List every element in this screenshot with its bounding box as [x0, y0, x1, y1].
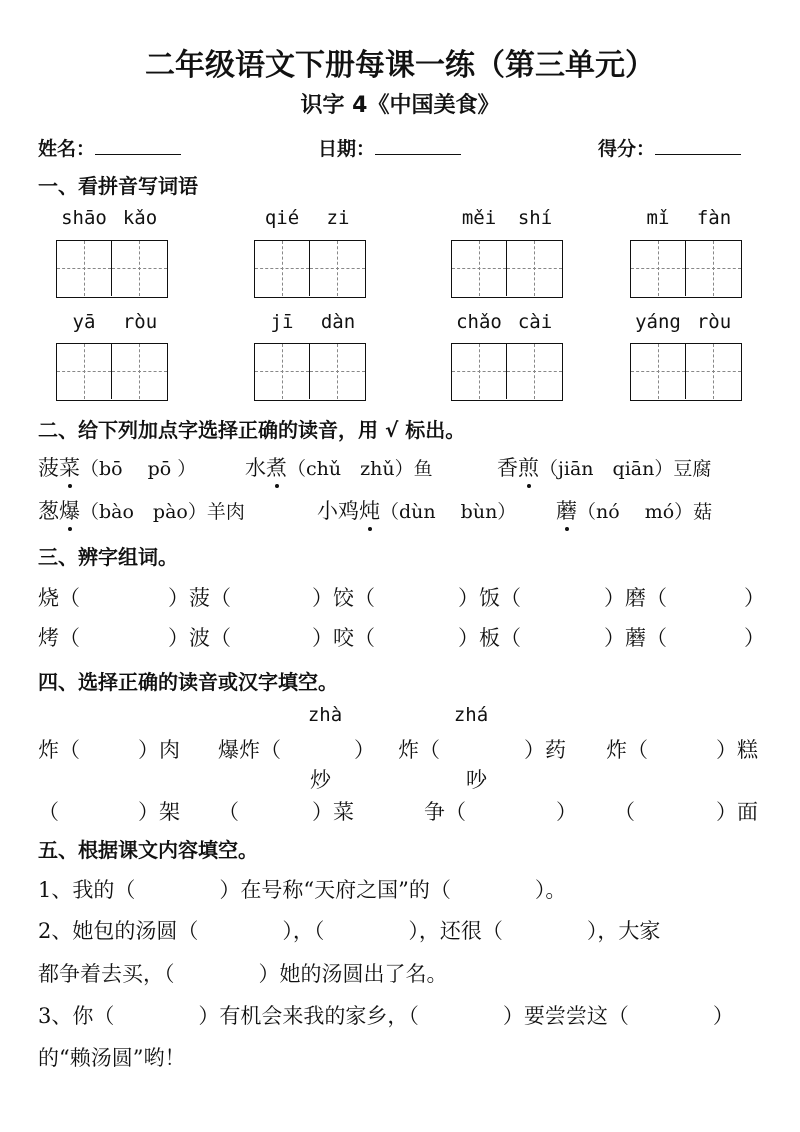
pinyin: shí	[517, 207, 553, 229]
score-blank[interactable]	[655, 136, 741, 155]
word-char: ）波（	[168, 626, 231, 650]
fill-blank: ）架	[138, 800, 180, 824]
writing-grid[interactable]	[630, 240, 742, 298]
fill-blank: ）肉	[138, 738, 180, 762]
pinyin-options[interactable]: （jiān qiān）豆腐	[539, 458, 712, 480]
pronunciation-item: 蘑（nó mó）菇	[556, 495, 712, 525]
fill-blank[interactable]: 炸（	[606, 738, 648, 762]
writing-grid[interactable]	[451, 343, 563, 401]
fill-blank: ）糕	[716, 738, 758, 762]
section4-heading: 四、选择正确的读音或汉字填空。	[38, 670, 338, 694]
page-title: 二年级语文下册每课一练（第三单元）	[145, 48, 655, 83]
word-char: ）蘑（	[604, 626, 667, 650]
fill-blank: ）药	[524, 738, 566, 762]
date-label: 日期：	[318, 138, 376, 160]
word-char: 烤（	[38, 626, 80, 650]
word-char: ）	[744, 626, 765, 650]
pinyin: ròu	[696, 311, 732, 333]
score-field	[598, 134, 741, 161]
word-char: ）磨（	[604, 586, 667, 610]
pinyin: chǎo	[456, 311, 502, 333]
section2-heading: 二、给下列加点字选择正确的读音，用 √ 标出。	[38, 418, 466, 442]
question-2-line1[interactable]: 2、她包的汤圆（ ），（ ），还很（ ），大家	[38, 919, 661, 943]
writing-grid[interactable]	[630, 343, 742, 401]
word-char: 烧（	[38, 586, 80, 610]
word-char: ）饭（	[458, 586, 521, 610]
pinyin-option: zhá	[453, 704, 489, 726]
pinyin: zi	[326, 207, 350, 229]
pronunciation-item: 香煎（jiān qiān）豆腐	[497, 452, 711, 482]
char-option: 吵	[466, 768, 487, 792]
pinyin-options[interactable]: （dùn bùn）	[380, 501, 517, 523]
pinyin-option: zhà	[307, 704, 343, 726]
fill-blank[interactable]: （	[614, 800, 635, 824]
word-char: ）	[744, 586, 765, 610]
writing-grid[interactable]	[254, 343, 366, 401]
date-field	[318, 134, 461, 161]
word-char: ）菠（	[168, 586, 231, 610]
fill-blank[interactable]: 炸（	[398, 738, 440, 762]
pinyin-options[interactable]: （chǔ zhǔ）鱼	[287, 458, 433, 480]
pronunciation-item: 水煮（chǔ zhǔ）鱼	[245, 452, 433, 482]
pinyin: yā	[72, 311, 96, 333]
question-3-line1[interactable]: 3、你（ ）有机会来我的家乡，（ ）要尝尝这（ ）	[38, 1004, 734, 1028]
fill-blank: ）	[556, 800, 577, 824]
writing-grid[interactable]	[56, 240, 168, 298]
date-blank[interactable]	[375, 136, 461, 155]
pronunciation-item: 小鸡炖（dùn bùn）	[317, 495, 516, 525]
fill-blank: ）菜	[312, 800, 354, 824]
pinyin: yáng	[635, 311, 681, 333]
section3-heading: 三、辨字组词。	[38, 545, 178, 569]
pinyin: mǐ	[646, 207, 670, 229]
word-char: ）咬（	[312, 626, 375, 650]
writing-grid[interactable]	[254, 240, 366, 298]
question-3-line2[interactable]: 的“赖汤圆”哟！	[38, 1046, 186, 1070]
pinyin-options[interactable]: （bō pō ）	[80, 458, 197, 480]
score-label: 得分：	[598, 138, 656, 160]
pinyin: kǎo	[122, 207, 158, 229]
page-subtitle: 识字 4《中国美食》	[300, 93, 500, 118]
pinyin-options[interactable]: （nó mó）菇	[577, 501, 713, 523]
pinyin: cài	[517, 311, 553, 333]
name-field	[38, 134, 181, 161]
fill-blank[interactable]: 炸（	[38, 738, 80, 762]
fill-blank[interactable]: 爆炸（	[218, 738, 281, 762]
section5-heading: 五、根据课文内容填空。	[38, 838, 258, 862]
pinyin-options[interactable]: （bào pào）羊肉	[80, 501, 245, 523]
name-label: 姓名：	[38, 138, 96, 160]
fill-blank[interactable]: （	[218, 800, 239, 824]
fill-blank[interactable]: 争（	[424, 800, 466, 824]
pinyin: fàn	[696, 207, 732, 229]
fill-blank: ）	[354, 738, 375, 762]
pronunciation-item: 葱爆（bào pào）羊肉	[38, 495, 245, 525]
pronunciation-item: 菠菜（bō pō ）	[38, 452, 196, 482]
pinyin: shāo	[61, 207, 107, 229]
question-2-line2[interactable]: 都争着去买，（ ）她的汤圆出了名。	[38, 962, 448, 986]
word-char: ）板（	[458, 626, 521, 650]
pinyin: dàn	[320, 311, 356, 333]
writing-grid[interactable]	[56, 343, 168, 401]
fill-blank[interactable]: （	[38, 800, 59, 824]
name-blank[interactable]	[95, 136, 181, 155]
pinyin: měi	[461, 207, 497, 229]
char-option: 炒	[310, 768, 331, 792]
section1-heading: 一、看拼音写词语	[38, 174, 198, 198]
writing-grid[interactable]	[451, 240, 563, 298]
fill-blank: ）面	[716, 800, 758, 824]
word-char: ）饺（	[312, 586, 375, 610]
pinyin: ròu	[122, 311, 158, 333]
pinyin: jī	[270, 311, 294, 333]
question-1[interactable]: 1、我的（ ）在号称“天府之国”的（ ）。	[38, 878, 567, 902]
pinyin: qié	[264, 207, 300, 229]
